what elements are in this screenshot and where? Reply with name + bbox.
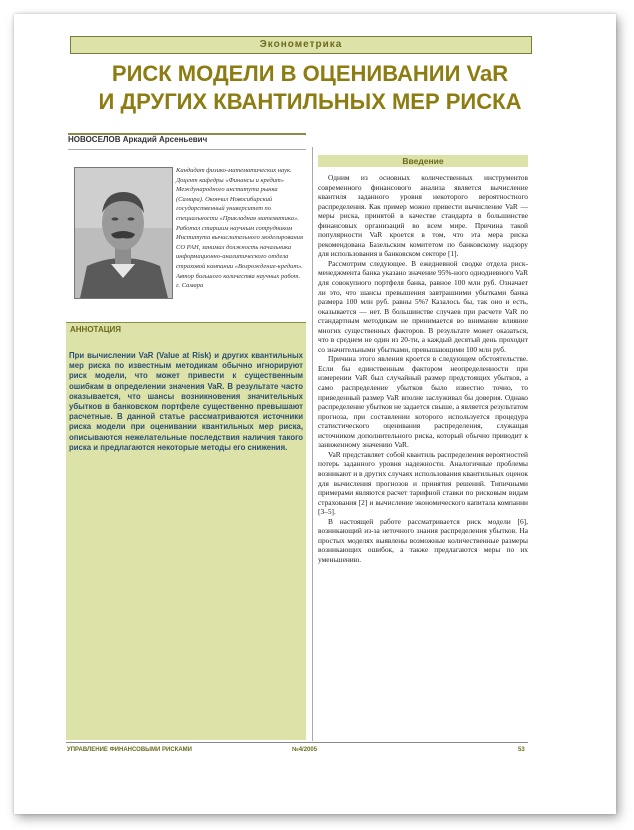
footer-divider: [66, 742, 528, 743]
intro-paragraph: Одним из основных количественных инструментов современного финансового анализа является вычисление квантиля заданного уровня некоторого вероятностного распределения. Как пример можно привести вычисление VaR — меры риска, принятой в качестве стандарта в большинстве финансовых организаций во всем мире. Причина такой популярности VaR кроется в том, что эта мера риска рекомендована Базельским комитетом по банковскому надзору для использования в банковском секторе [1].: [318, 173, 528, 259]
intro-header: Введение: [318, 155, 528, 167]
author-name: НОВОСЕЛОВ Аркадий Арсеньевич: [68, 135, 208, 144]
annotation-header: АННОТАЦИЯ: [66, 322, 306, 335]
intro-paragraph: В настоящей работе рассматривается риск модели [6], возникающий из-за неточного знания распределения убытков. На простых моделях выявлены возможные количественные размеры возникающих ошибок, а также предлагаются меры по их уменьшению.: [318, 516, 528, 564]
column-divider: [312, 147, 313, 741]
article-title: [40, 60, 580, 116]
intro-body: [318, 173, 528, 564]
footer-journal: УПРАВЛЕНИЕ ФИНАНСОВЫМИ РИСКАМИ: [67, 747, 192, 753]
annotation-text: При вычислении VaR (Value at Risk) и других квантильных мер риска по известным методикам обычно игнорируют риск модели, что может привести к существенным ошибкам в определении значения VaR. В результате часто оказывается, что шансы возникновения значительных убытков в банковском портфеле существенно превышают расчетные. В данной статье рассматриваются источники риска модели при оценивании квантильных мер риска, описываются нежелательные последствия наличия такого риска и предлагаются некоторые методы его снижения.: [69, 351, 303, 452]
section-header: Эконометрика: [70, 36, 532, 54]
title-line-2: И ДРУГИХ КВАНТИЛЬНЫХ МЕР РИСКА: [98, 89, 522, 114]
footer-page-number: 53: [518, 747, 525, 753]
author-bio: Кандидат физико-математических наук. Доцент кафедры «Финансы и кредит» Международного института рынка (Самара). Окончил Новосибирский государственный университет по специальности «Прикладная математика». Работал старшим научным сотрудником Института вычислительного моделирования СО РАН, занимал должность начальника информационно-аналитического отдела страховой компании «Возрождение-кредит». Автор большого количества научных работ. г. Самара: [176, 167, 303, 290]
intro-paragraph: Рассмотрим следующее. В ежедневной сводке отдела риск-менеджмента банка указано значение 95%-ного однодневного VaR для совокупного портфеля банка, равное 100 млн руб. Означает ли это, что шансы превышения завтрашними убытками банка размера 100 млн руб. равны 5%? Казалось бы, так оно и есть, оказывается — нет. В большинстве случаев при расчете VaR по стандартным методикам не принимается во внимание влияние многих существенных факторов. В результате может оказаться, что в среднем не один из 20-ти, а каждый десятый день проходит со значительными убытками, превышающими 100 млн руб.: [318, 258, 528, 354]
footer-issue: №4/2005: [292, 747, 318, 753]
title-line-1: РИСК МОДЕЛИ В ОЦЕНИВАНИИ VaR: [111, 61, 509, 86]
intro-paragraph: VaR представляет собой квантиль распределения вероятностей потерь заданного уровня надежности. Аналогичные проблемы возникают и в других случаях использования квантильных оценок для вычисления прогнозов и принятия решений. Типичными примерами являются расчет тарифной ставки по рисковым видам страхования [2] и вычисление экономического капитала компании [3–5].: [318, 449, 528, 517]
intro-paragraph: Причина этого явления кроется в следующем обстоятельстве. Если бы единственным фактором неопределенности при измерении VaR был случайный размер предстоящих убытков, а само распределение убытков было известно точно, то приведенный размер VaR вполне заслуживал бы доверия. Однако распределение убытков не задается свыше, а является результатом прогноза, при составлении которого используется процедура статистического оценивания распределения, служащая источником дополнительного риска, который обычно приводит к заниженному значению VaR.: [318, 354, 528, 450]
author-photo: [74, 167, 173, 299]
